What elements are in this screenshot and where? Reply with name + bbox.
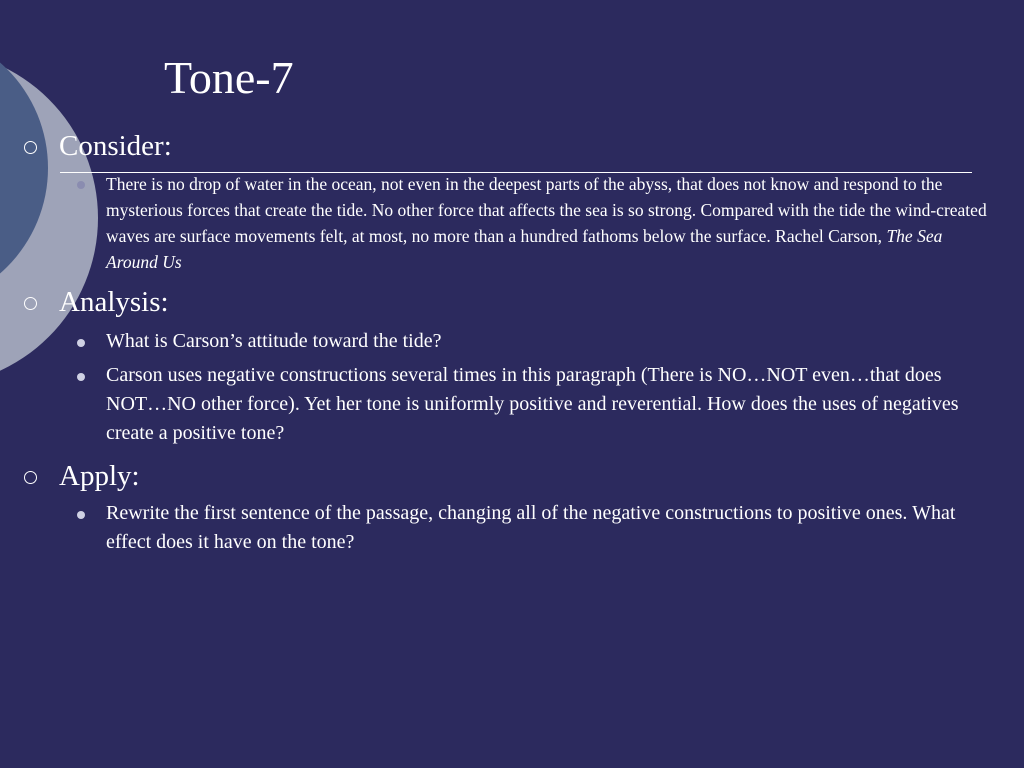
apply-heading xyxy=(24,460,140,492)
analysis-question-2: Carson uses negative constructions several times in this paragraph (There is NO…NOT even…that does NOT…NO other force). Yet her tone is uniformly positive and reverential. How does the uses of negatives create a positive tone? xyxy=(106,364,959,444)
list-item xyxy=(74,361,974,448)
list-item xyxy=(74,171,994,275)
bullet-icon xyxy=(77,339,85,347)
slide-title: Tone-7 xyxy=(164,52,294,103)
bullet-icon xyxy=(77,373,85,381)
consider-heading-label: Consider: xyxy=(59,130,172,162)
bullet-icon xyxy=(77,511,85,519)
list-item xyxy=(74,499,974,557)
passage-text: There is no drop of water in the ocean, not even in the deepest parts of the abyss, that does not know and respond to the mysterious forces that create the tide. No other force that affects the sea is so strong. Compared with the tide the wind-created waves are surface movements felt, at most, no more than a hundred fathoms below the surface. Rachel Carson, xyxy=(106,174,987,246)
analysis-list xyxy=(74,327,974,453)
apply-heading-label: Apply: xyxy=(59,460,140,492)
bullet-icon xyxy=(77,181,85,189)
apply-list xyxy=(74,499,974,562)
consider-heading xyxy=(24,130,172,162)
analysis-heading xyxy=(24,286,169,318)
hollow-bullet-icon xyxy=(24,141,37,154)
hollow-bullet-icon xyxy=(24,471,37,484)
apply-task: Rewrite the first sentence of the passage, changing all of the negative constructions to positive ones. What effect does it have on the tone? xyxy=(106,502,956,553)
analysis-heading-label: Analysis: xyxy=(59,286,169,318)
passage-source: The Sea Around Us xyxy=(106,226,943,272)
consider-list xyxy=(74,171,994,280)
hollow-bullet-icon xyxy=(24,297,37,310)
list-item xyxy=(74,327,974,356)
analysis-question-1: What is Carson’s attitude toward the tide? xyxy=(106,330,442,352)
